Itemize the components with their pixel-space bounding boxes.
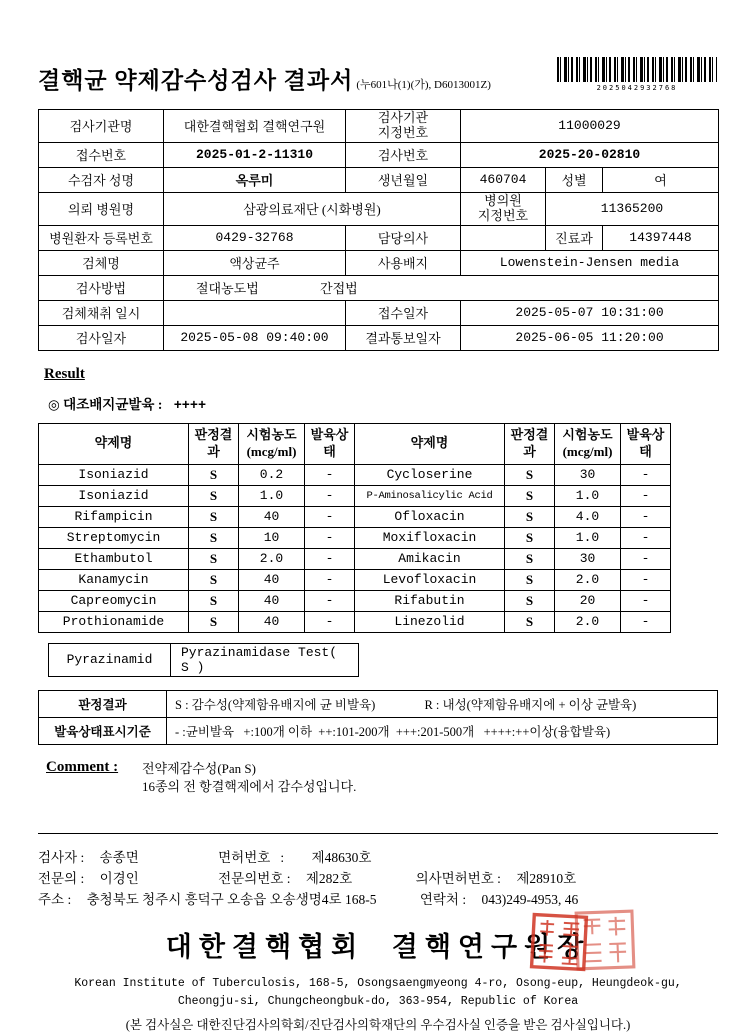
drug-name-cell: Levofloxacin: [355, 569, 505, 590]
label-line: 병의원: [484, 192, 522, 208]
label-hospital-reg-no: [461, 192, 546, 225]
growth-cell: -: [621, 548, 671, 569]
growth-cell: -: [305, 527, 355, 548]
specialist-no-label: 전문의번호 :: [218, 871, 291, 887]
pyrazinamide-label: Pyrazinamid: [49, 643, 171, 676]
col-header-concentration: 시험농도 (mcg/ml): [239, 423, 305, 464]
label-line: 지정번호: [377, 124, 429, 140]
result-cell: S: [189, 548, 239, 569]
barcode-icon: [556, 56, 718, 83]
info-row: [39, 250, 719, 275]
drug-name-cell: Rifampicin: [39, 506, 189, 527]
label-patient-name: 수검자 성명: [39, 167, 164, 192]
info-row: [39, 225, 719, 250]
receipt-date-value: 2025-05-07 10:31:00: [461, 300, 719, 325]
drug-name-cell: Capreomycin: [39, 590, 189, 611]
growth-cell: -: [621, 611, 671, 632]
specimen-value: 액상균주: [164, 250, 346, 275]
drug-name-cell: Moxifloxacin: [355, 527, 505, 548]
drug-name-cell: P-Aminosalicylic Acid: [355, 485, 505, 506]
label-collection-datetime: 검체채취 일시: [39, 300, 164, 325]
drug-row: [39, 548, 671, 569]
result-cell: S: [505, 506, 555, 527]
growth-criteria-label: 발육상태표시기준: [39, 717, 167, 744]
sex-value: 여: [603, 167, 719, 192]
drug-name-cell: Ofloxacin: [355, 506, 505, 527]
hospital-reg-no-value: 11365200: [546, 192, 719, 225]
label-birthdate: 생년월일: [346, 167, 461, 192]
result-cell: S: [505, 527, 555, 548]
control-growth-label: ◎ 대조배지균발육 :: [48, 396, 163, 412]
concentration-cell: 40: [239, 611, 305, 632]
growth-cell: -: [305, 464, 355, 485]
department-value: 14397448: [603, 225, 719, 250]
drug-row: [39, 485, 671, 506]
pyrazinamide-row: [49, 643, 359, 676]
criteria-table: [38, 690, 718, 745]
test-date-value: 2025-05-08 09:40:00: [164, 325, 346, 350]
result-cell: S: [505, 485, 555, 506]
col-header-drug-name: 약제명: [39, 423, 189, 464]
drug-name-cell: Amikacin: [355, 548, 505, 569]
lab-name-value: 대한결핵협회 결핵연구원: [164, 110, 346, 143]
info-row: [39, 110, 719, 143]
drug-name-cell: Streptomycin: [39, 527, 189, 548]
concentration-cell: 40: [239, 506, 305, 527]
concentration-cell: 2.0: [239, 548, 305, 569]
drug-row: [39, 569, 671, 590]
comment-label: Comment :: [46, 758, 119, 775]
hospital-name-value: 삼광의료재단 (시화병원): [164, 192, 461, 225]
examiner-line: [38, 846, 718, 867]
label-lab-reg-no: [346, 110, 461, 143]
label-lab-name: 검사기관명: [39, 110, 164, 143]
concentration-cell: 1.0: [555, 527, 621, 548]
result-cell: S: [189, 464, 239, 485]
contact-label: 연락처 :: [419, 892, 467, 908]
growth-cell: -: [305, 485, 355, 506]
pyrazinamide-table: [48, 643, 359, 677]
examiner-name: 송종면: [99, 850, 139, 866]
growth-cell: -: [305, 506, 355, 527]
comment-section: [38, 759, 718, 798]
judgement-s-definition: S : 감수성(약제함유배지에 균 비발육): [175, 697, 376, 712]
result-cell: S: [189, 527, 239, 548]
label-sex: 성별: [546, 167, 603, 192]
col-header-growth: 발육상태: [305, 423, 355, 464]
judgement-r-definition: R : 내성(약제함유배지에 + 이상 균발육): [424, 697, 637, 712]
address-value: 충청북도 청주시 흥덕구 오송읍 오송생명4로 168-5: [86, 892, 377, 908]
growth-criteria-row: [39, 717, 718, 744]
signature-row: [38, 925, 718, 967]
label-line: 지정번호: [477, 207, 529, 223]
growth-cell: -: [305, 548, 355, 569]
concentration-cell: 4.0: [555, 506, 621, 527]
comment-line: 전약제감수성(Pan S): [142, 760, 256, 776]
concentration-cell: 30: [555, 548, 621, 569]
drug-name-cell: Isoniazid: [39, 485, 189, 506]
method-absolute-concentration: 절대농도법: [196, 281, 259, 297]
concentration-cell: 10: [239, 527, 305, 548]
concentration-cell: 2.0: [555, 569, 621, 590]
comment-line: 16종의 전 항결핵제에서 감수성입니다.: [142, 779, 357, 795]
patient-name-value: 옥루미: [164, 167, 346, 192]
patient-id-value: 0429-32768: [164, 225, 346, 250]
result-cell: S: [189, 611, 239, 632]
label-patient-id: 병원환자 등록번호: [39, 225, 164, 250]
drug-name-cell: Cycloserine: [355, 464, 505, 485]
doctor-license-number: 제28910호: [516, 871, 577, 887]
barcode-number: 2025042932768: [596, 84, 678, 92]
growth-cell: -: [305, 611, 355, 632]
form-code: (누601나(1)(가), D6013001Z): [356, 79, 491, 91]
info-row: [39, 300, 719, 325]
concentration-cell: 0.2: [239, 464, 305, 485]
contact-value: 043)249-4953, 46: [481, 892, 579, 908]
concentration-cell: 20: [555, 590, 621, 611]
label-attending-doctor: 담당의사: [346, 225, 461, 250]
col-header-concentration: 시험농도 (mcg/ml): [555, 423, 621, 464]
result-cell: S: [505, 611, 555, 632]
drug-susceptibility-table: [38, 423, 671, 633]
label-test-no: 검사번호: [346, 142, 461, 167]
receipt-no-value: 2025-01-2-11310: [164, 142, 346, 167]
comment-body: [142, 759, 356, 798]
section-divider: [38, 833, 718, 834]
english-address-line: Korean Institute of Tuberculosis, 168-5, Osongsaengmyeong 4-ro, Osong-eup, Heungdeok-gu,: [74, 977, 682, 991]
judgement-criteria-row: [39, 690, 718, 717]
lab-reg-no-value: 11000029: [461, 110, 719, 143]
page-title: 결핵균 약제감수성검사 결과서: [38, 68, 354, 93]
specialist-label: 전문의 :: [38, 871, 85, 887]
specialist-line: [38, 867, 718, 888]
info-row: [39, 325, 719, 350]
label-department: 진료과: [546, 225, 603, 250]
organization-title: 대한결핵협회 결핵연구원장: [165, 932, 591, 963]
report-date-value: 2025-06-05 11:20:00: [461, 325, 719, 350]
concentration-cell: 40: [239, 569, 305, 590]
specialist-name: 이경인: [99, 871, 139, 887]
test-method-value: [164, 275, 719, 300]
concentration-cell: 1.0: [555, 485, 621, 506]
drug-name-cell: Linezolid: [355, 611, 505, 632]
col-header-drug-name: 약제명: [355, 423, 505, 464]
control-growth-line: [48, 393, 718, 414]
footer-info: [38, 846, 718, 909]
result-cell: S: [505, 548, 555, 569]
medium-value: Lowenstein-Jensen media: [461, 250, 719, 275]
info-row: [39, 192, 719, 225]
col-header-growth: 발육상태: [621, 423, 671, 464]
growth-cell: -: [621, 485, 671, 506]
result-cell: S: [189, 569, 239, 590]
control-growth-value: ++++: [173, 398, 207, 414]
result-cell: S: [189, 485, 239, 506]
result-heading: Result: [44, 365, 85, 382]
official-seal-icon: [573, 908, 637, 972]
growth-cell: -: [305, 590, 355, 611]
pyrazinamide-result: Pyrazinamidase Test( S ): [171, 643, 359, 676]
title-block: [38, 54, 491, 95]
patient-info-table: [38, 109, 719, 351]
growth-cell: -: [305, 569, 355, 590]
examiner-label: 검사자 :: [38, 850, 85, 866]
drug-row: [39, 527, 671, 548]
birthdate-value: 460704: [461, 167, 546, 192]
label-receipt-no: 접수번호: [39, 142, 164, 167]
label-medium: 사용배지: [346, 250, 461, 275]
drug-row: [39, 464, 671, 485]
drug-name-cell: Rifabutin: [355, 590, 505, 611]
certification-note: (본 검사실은 대한진단검사의학회/진단검사의학재단의 우수검사실 인증을 받은 검사실입니다.): [125, 1017, 631, 1032]
drug-row: [39, 506, 671, 527]
label-report-date: 결과통보일자: [346, 325, 461, 350]
col-header-result: 판정결과: [505, 423, 555, 464]
result-cell: S: [189, 506, 239, 527]
concentration-cell: 30: [555, 464, 621, 485]
judgement-label: 판정결과: [39, 690, 167, 717]
label-line: 검사기관: [377, 110, 429, 125]
drug-name-cell: Ethambutol: [39, 548, 189, 569]
result-cell: S: [505, 569, 555, 590]
label-test-method: 검사방법: [39, 275, 164, 300]
growth-cell: -: [621, 569, 671, 590]
drug-name-cell: Isoniazid: [39, 464, 189, 485]
concentration-cell: 2.0: [555, 611, 621, 632]
collection-datetime-value: [164, 300, 346, 325]
drug-row: [39, 611, 671, 632]
result-cell: S: [189, 590, 239, 611]
address-line: [38, 888, 718, 909]
drug-name-cell: Kanamycin: [39, 569, 189, 590]
growth-cell: -: [621, 590, 671, 611]
label-specimen: 검체명: [39, 250, 164, 275]
growth-criteria-text: - :균비발육 +:100개 이하 ++:101-200개 +++:201-500개 ++++:++이상(융합발육): [167, 717, 718, 744]
info-row: [39, 275, 719, 300]
test-no-value: 2025-20-02810: [461, 142, 719, 167]
english-address-line: Cheongju-si, Chungcheongbuk-do, 363-954, Republic of Korea: [177, 995, 579, 1009]
info-row: [39, 167, 719, 192]
growth-cell: -: [621, 464, 671, 485]
label-receipt-date: 접수일자: [346, 300, 461, 325]
growth-cell: -: [621, 506, 671, 527]
english-address: [38, 975, 718, 1033]
label-hospital-name: 의뢰 병원명: [39, 192, 164, 225]
label-test-date: 검사일자: [39, 325, 164, 350]
drug-table-header-row: [39, 423, 671, 464]
method-indirect: 간접법: [320, 281, 358, 297]
result-cell: S: [505, 590, 555, 611]
address-label: 주소 :: [38, 892, 72, 908]
judgement-text: [167, 690, 718, 717]
info-row: [39, 142, 719, 167]
specialist-number: 제282호: [305, 871, 353, 887]
drug-row: [39, 590, 671, 611]
license-label: 면허번호 :: [218, 850, 285, 866]
drug-name-cell: Prothionamide: [39, 611, 189, 632]
barcode: [556, 54, 718, 92]
doctor-license-label: 의사면허번호 :: [415, 871, 501, 887]
concentration-cell: 40: [239, 590, 305, 611]
attending-doctor-value: [461, 225, 546, 250]
growth-cell: -: [621, 527, 671, 548]
license-number: 제48630호: [311, 850, 372, 866]
title-row: [38, 54, 718, 95]
col-header-result: 판정결과: [189, 423, 239, 464]
concentration-cell: 1.0: [239, 485, 305, 506]
result-cell: S: [505, 464, 555, 485]
